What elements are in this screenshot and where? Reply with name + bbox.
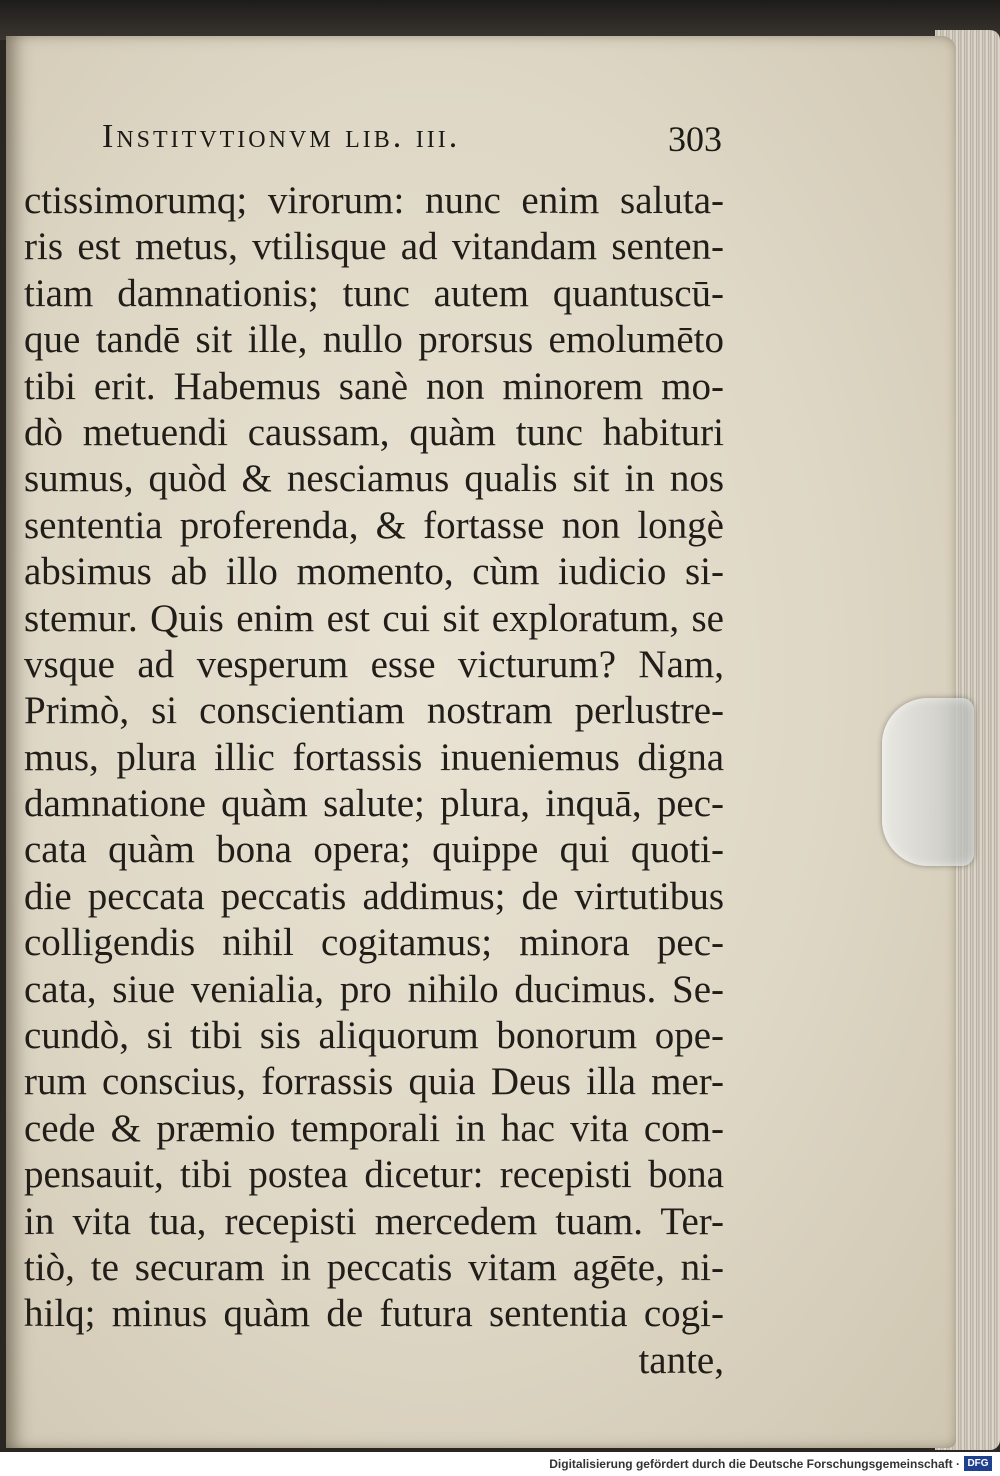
text-line: Primò, si conscientiam nostram perlustre- — [24, 689, 724, 733]
book-page — [6, 36, 956, 1448]
dfg-logo-icon: DFG — [964, 1456, 992, 1471]
text-line: dò metuendi caussam, quàm tunc habituri — [24, 410, 724, 454]
digitization-footer — [0, 1452, 1000, 1476]
text-line: damnatione quàm salute; plura, inquā, pec- — [24, 782, 724, 826]
text-line: colligendis nihil cogitamus; minora pec- — [24, 921, 724, 965]
text-line: cundò, si tibi sis aliquorum bonorum ope- — [24, 1014, 724, 1058]
text-line: rum conscius, forrassis quia Deus illa mer- — [24, 1060, 724, 1104]
text-line: stemur. Quis enim est cui sit exploratum, se — [24, 596, 724, 640]
text-line: mus, plura illic fortassis inueniemus digna — [24, 735, 724, 779]
body-text — [24, 178, 724, 1384]
page-clip — [882, 698, 974, 866]
text-line: die peccata peccatis addimus; de virtutibus — [24, 874, 724, 918]
text-line: tiò, te securam in peccatis vitam agēte, ni- — [24, 1245, 724, 1289]
text-line: cata quàm bona opera; quippe qui quoti- — [24, 828, 724, 872]
text-line: tante, — [638, 1338, 724, 1382]
text-line: cata, siue venialia, pro nihilo ducimus. Se- — [24, 967, 724, 1011]
scanner-background — [0, 0, 1000, 40]
text-line: cede & præmio temporali in hac vita com- — [24, 1106, 724, 1150]
text-line: absimus ab illo momento, cùm iudicio si- — [24, 550, 724, 594]
text-line: ctissimorumq; virorum: nunc enim saluta- — [24, 179, 724, 222]
text-line: hilq; minus quàm de futura sententia cogi- — [24, 1292, 724, 1336]
text-line: ris est metus, vtilisque ad vitandam senten- — [24, 225, 724, 269]
footer-credit: Digitalisierung gefördert durch die Deutsche Forschungsgemeinschaft · — [549, 1457, 960, 1471]
text-line: in vita tua, recepisti mercedem tuam. Ter- — [24, 1199, 724, 1243]
text-line: que tandē sit ille, nullo prorsus emolumēto — [24, 318, 724, 362]
text-line: pensauit, tibi postea dicetur: recepisti bona — [24, 1153, 724, 1197]
page-number: 303 — [668, 119, 722, 159]
text-line: tiam damnationis; tunc autem quantuscū- — [24, 271, 724, 315]
text-line: vsque ad vesperum esse victurum? Nam, — [24, 642, 724, 686]
text-line: tibi erit. Habemus sanè non minorem mo- — [24, 364, 724, 408]
page-header — [102, 118, 722, 168]
text-line: sumus, quòd & nesciamus qualis sit in nos — [24, 457, 724, 501]
running-title: Institvtionvm lib. iii. — [102, 118, 461, 155]
text-line: sententia proferenda, & fortasse non longè — [24, 503, 724, 547]
